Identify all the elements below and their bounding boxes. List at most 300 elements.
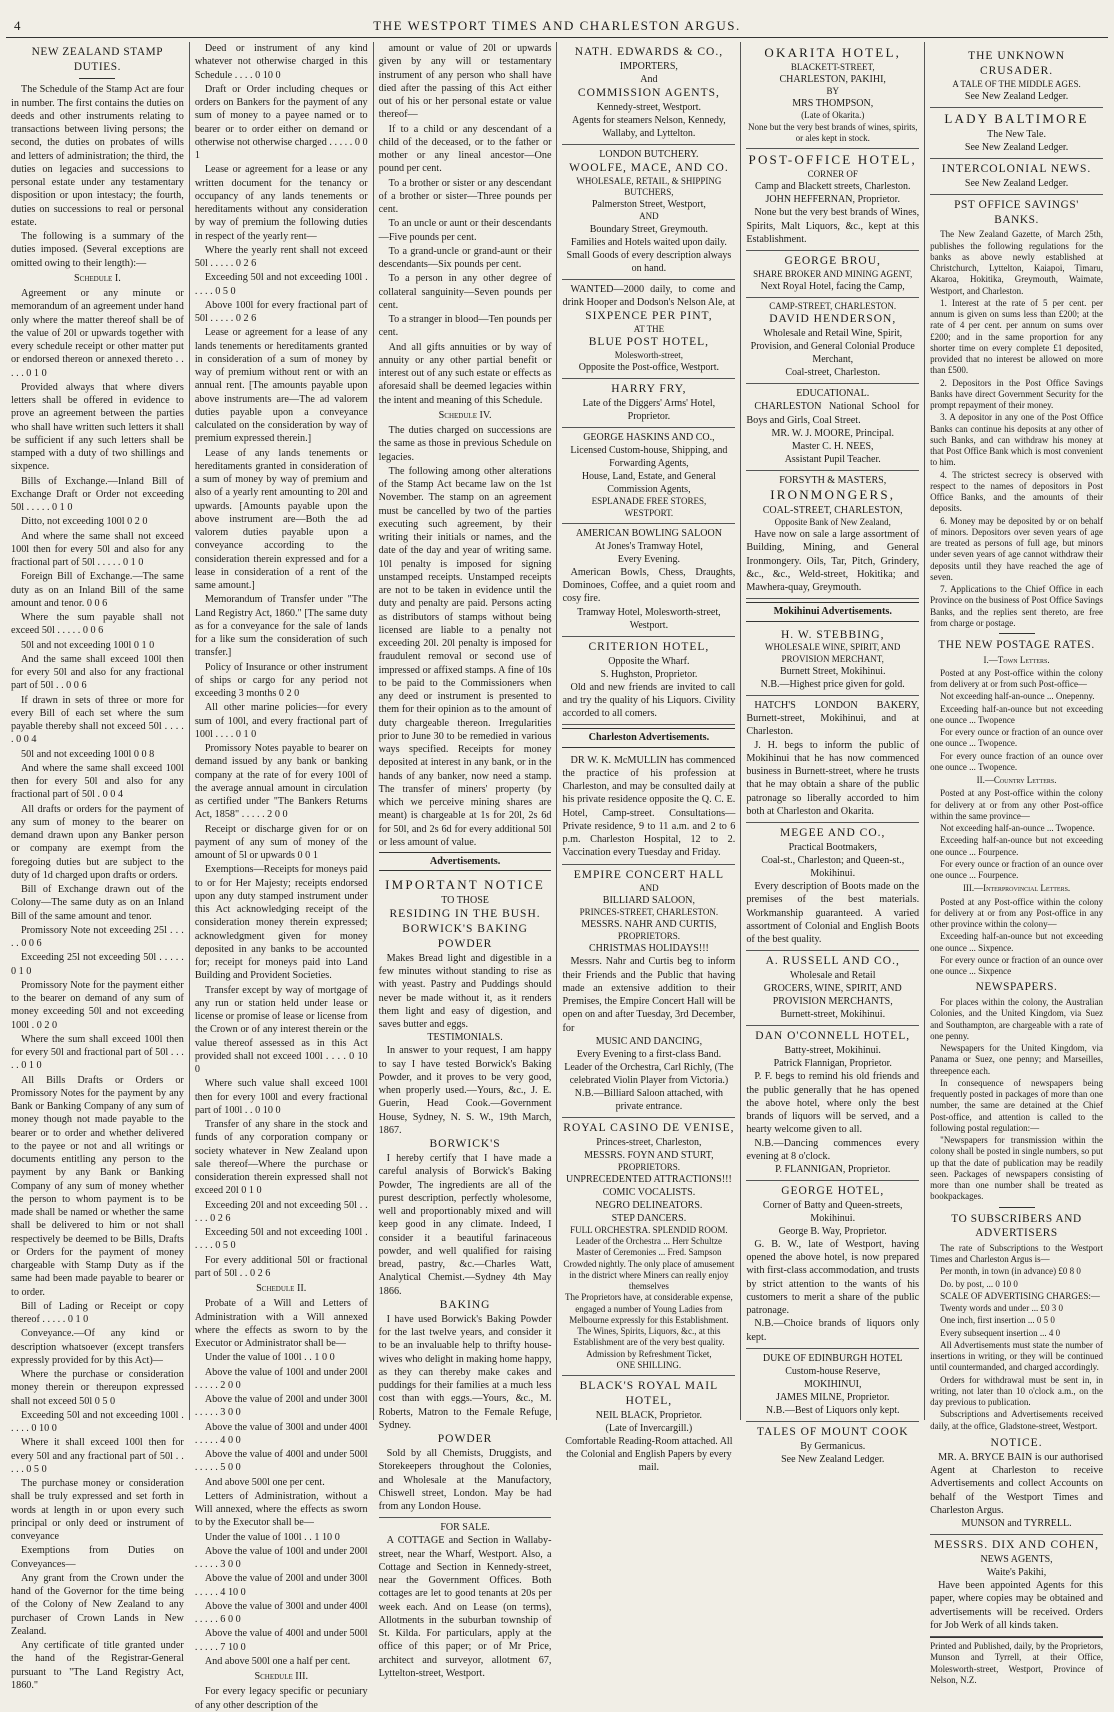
divider (79, 78, 115, 79)
ad-line: GROCERS, WINE, SPIRIT, AND PROVISION MERCHANTS, (763, 983, 902, 1008)
ad-line: BLACKETT-STREET, (790, 61, 875, 72)
ad-line: Opposite Bank of New Zealand, (774, 516, 891, 527)
paragraph: Probate of a Will and Letters of Administration with a Will annexed where the effects as sworn to by the Executor or Administrator shall be— (194, 1298, 368, 1349)
ad-line: None but the very best brands of wines, spirits, or ales kept in stock. (747, 121, 918, 143)
ad-line: AT THE (633, 324, 665, 334)
ad-line: Corner of Batty and Queen-streets, Mokihinui. (762, 1199, 903, 1224)
ad-line: N.B.—Best of Liquors only kept. (765, 1404, 900, 1416)
ad-title: TALES OF MOUNT COOK (756, 1425, 909, 1438)
mokihinui-heading: Mokihinui Advertisements. (746, 602, 919, 621)
paragraph: Letters of Administration, without a Will annexed, where the effects as sworn to by the Executor shall be— (194, 1490, 368, 1529)
paragraph: Where the purchase or consideration money therein or thereupon expressed shall not exceed 50l 0 5 0 (11, 1369, 184, 1407)
ad-address: Kennedy-street, Westport. (596, 101, 702, 113)
paragraph: Exemptions from Duties on Conveyances— (11, 1545, 184, 1570)
lady-baltimore-ad (930, 108, 1103, 159)
ad-line: STEP DANCERS. (611, 1212, 687, 1224)
ad-line: Leader of the Orchestra, Carl Richly, (The celebrated Violin Player from Victoria.) (564, 1061, 734, 1086)
ad-subheading: TESTIMONIALS. (427, 1032, 503, 1044)
paragraph: Transfer of any share in the stock and funds of any corporation company or society whatever in New Zealand upon sale thereof—Where the purchase or consideration therein expressed shall not exceed 20l 0 1 0 (194, 1119, 368, 1197)
ad-title: INTERCOLONIAL NEWS. (941, 163, 1092, 176)
ad-text: Wholesale and Retail Wine, Spirit, Provision, and General Colonial Produce Merchant, (750, 328, 915, 366)
paragraph: Exceeding 50l and not exceeding 100l . . . . . 0 5 0 (194, 272, 368, 297)
paragraph: 50l and not exceeding 100l 0 1 0 (21, 639, 155, 651)
ad-line: By Germanicus. (800, 1440, 866, 1452)
for-sale-ad (379, 1518, 552, 1684)
paragraph: 2. Depositors in the Post Office Savings Banks have direct Government Security for the prompt repayment of their money. (930, 377, 1103, 411)
ad-line: (Late of Invercargill.) (605, 1423, 693, 1435)
ad-title: EMPIRE CONCERT HALL (573, 868, 725, 881)
ad-line: See New Zealand Ledger. (781, 1453, 885, 1465)
paragraph: If drawn in sets of three or more for every Bill of each set where the sum payable thereby shall not exceed 50l . . . . . 0 0 4 (11, 694, 184, 746)
ad-title: THE UNKNOWN CRUSADER. (968, 50, 1066, 77)
paragraph: Exceeding half-an-ounce but not exceeding one ounce ... Twopence (930, 703, 1103, 725)
ad-line: Camp and Blackett streets, Charleston. (754, 181, 911, 193)
column-2 (190, 42, 374, 1711)
paragraph: For every additional 50l or fractional part of 50l . . 0 2 6 (194, 1254, 368, 1279)
imprint: Printed and Published, daily, by the Proprietors, Munson and Tyrrell, at their Office, Molesworth-street, Westport, Province of Nelson, N.Z. (930, 1637, 1103, 1686)
paragraph: Every subsequent insertion ... 4 0 (940, 1327, 1061, 1338)
paragraph: Not exceeding half-an-ounce ... Twopence. (940, 823, 1095, 834)
ad-address: Coal-street, Charleston. (785, 367, 881, 379)
fry-ad (562, 379, 735, 428)
ad-product: BORWICK'S BAKING POWDER (402, 923, 528, 951)
ad-signature: MUNSON and TYRRELL. (961, 1518, 1072, 1530)
savings-banks-heading: PST OFFICE SAVINGS' BANKS. (954, 198, 1079, 226)
intercolonial-news-ad (930, 159, 1103, 195)
ad-title: LADY BALTIMORE (944, 111, 1089, 127)
unknown-crusader-ad (930, 46, 1103, 108)
paragraph: For every ounce or fraction of an ounce over one ounce ... Sixpence (930, 954, 1103, 977)
paragraph: Exemptions—Receipts for moneys paid to or for Her Majesty; receipts endorsed upon any duty stamped instrument under this Act acknowledging receipt of the consideration money therein expressed; acknowledgment given for money deposited in any banks to be accounted for; receipt for moneys paid into Land Building and Provident Societies. (194, 864, 368, 982)
masthead-rule (6, 37, 1108, 38)
paragraph: Agreement or any minute or memorandum of an agreement under hand only where the matter thereof shall be of the value of 20l or upwards together with every schedule receipt or other matter put or endorsed thereon or annexed thereto . . . . . 0 1 0 (11, 288, 184, 379)
paragraph: One inch, first insertion ... 0 5 0 (940, 1315, 1055, 1326)
column-4 (557, 42, 741, 1474)
ad-line: Crowded nightly. The only place of amusement in the district where Miners can really enjoy themselves (563, 1258, 735, 1292)
ad-text: I hereby certify that I have made a careful analysis of Borwick's Baking Powder, The ingredients are all of the purest description, perfectly wholesome, well and proportionably mixed and will keep good in any climate. Indeed, I consider it a beautiful farinaceous powder, and well qualified for raising bread, pastry, &c.—Charles Watt, Analytical Chemist.—Sydney 4th May 1866. (378, 1153, 552, 1297)
paragraph: Exceeding 50l and not exceeding 100l . . . . . 0 10 0 (11, 1409, 184, 1435)
ad-line: Wholesale and Retail (789, 970, 876, 982)
paragraph: III.—Interprovincial Letters. (962, 883, 1071, 894)
newspapers-body (930, 997, 1103, 1203)
ad-line: MRS THOMPSON, (792, 98, 874, 110)
paragraph: 6. Money may be deposited by or on behalf of minors. Depositors over seven years of age are treated as persons of full age, but minors under seven years of age cannot withdraw their deposits until they have reached the age of seven. (930, 515, 1103, 582)
edinburgh-hotel-ad (746, 1349, 919, 1422)
ad-address: Palmerston Street, Westport, (591, 199, 706, 211)
paragraph: And all gifts annuities or by way of annuity or any other partial benefit or interest out of any such estate or effects as aforesaid shall be deemed legacies within the intent and meaning of this Schedule. (378, 341, 552, 406)
paragraph: Where the sum shall exceed 100l then for every 50l and fractional part of 50l . . . . . 0 1 0 (11, 1033, 184, 1072)
paragraph: Schedule IV. (438, 409, 492, 421)
ad-line: The Proprietors have, at considerable expense, engaged a number of Young Ladies from Melbourne expressly for this Establishment. (565, 1292, 733, 1325)
ad-text: Comfortable Reading-Room attached. All the Colonial and English Papers by every mail. (565, 1436, 733, 1474)
ad-line: MUSIC AND DANCING, (595, 1035, 703, 1047)
paragraph: Deed or instrument of any kind whatever not otherwise charged in this Schedule . . . . 0 10 0 (194, 43, 368, 81)
page-number: 4 (14, 18, 21, 33)
ad-text: Agents for steamers Nelson, Kennedy, Wallaby, and Lyttelton. (572, 114, 726, 139)
ad-line: Waite's Pakihi, (986, 1567, 1047, 1579)
post-office-hotel-ad (746, 149, 919, 251)
ad-line: S. Hughston, Proprietor. (600, 668, 698, 680)
ad-address: Opposite the Post-office, Westport. (578, 362, 719, 374)
paragraph: Orders for withdrawal must be sent in, in writing, not later than 10 o'clock a.m., on the day previous to publication. (930, 1374, 1103, 1408)
ad-line: N.B.—Billiard Saloon attached, with private entrance. (574, 1087, 724, 1112)
ad-line: CHARLESTON, PAKIHI, (779, 74, 886, 86)
russell-ad (746, 951, 919, 1026)
legacy-duties (379, 42, 552, 849)
ad-text: WANTED—2000 daily, to come and drink Hooper and Dodson's Nelson Ale, at (562, 283, 736, 308)
ad-text: Makes Bread light and digestible in a few minutes without standing to rise as with yeast. Pastry and Puddings should never be made without it, as it renders them light and easy of digestion, and saves butter and eggs. (378, 952, 552, 1031)
haskins-ad (562, 428, 735, 524)
advertisements-heading: Advertisements. (379, 852, 552, 871)
paragraph: In consequence of newspapers being frequently posted in packages of more than one number, the same are detained at the Chief Post-office, and attention is called to the following postal regulation:— (930, 1077, 1103, 1133)
ad-line: Next Royal Hotel, facing the Camp, (760, 281, 905, 293)
paragraph: Posted at any Post-office within the colony from delivery at or from such Post-office— (930, 667, 1103, 690)
mcmullin-ad (562, 751, 735, 865)
ad-line: COMIC VOCALISTS. (602, 1186, 696, 1198)
paragraph: 4. The strictest secrecy is observed with respect to the names of depositors in Post Office Banks, and the amounts of their deposits. (930, 469, 1103, 514)
paragraph: Under the value of 100l . . 1 10 0 (204, 1531, 340, 1543)
tales-mount-cook-ad (746, 1422, 919, 1470)
ad-line: Batty-street, Mokihinui. (784, 1045, 881, 1057)
ad-text: Every description of Boots made on the premises of the best materials. Workmanship guaranteed. A varied assortment of Colonial and English Boots of the best quality. (746, 881, 920, 946)
criterion-hotel-ad (562, 637, 735, 726)
paragraph: amount or value of 20l or upwards given by any will or testamentary instrument of any person who shall have died after the passing of this Act either out of his or her personal estate or value thereof— (378, 43, 552, 121)
edwards-ad (562, 42, 735, 145)
paragraph: Posted at any Post-office within the colony for delivery at or from any other Post-office within the same province— (930, 788, 1103, 821)
paragraph: Above the value of 100l and under 200l . . . . . 2 0 0 (194, 1366, 368, 1391)
paragraph: Per month, in town (in advance) £0 8 0 (940, 1266, 1081, 1277)
paragraph: Bill of Lading or Receipt or copy thereof . . . . . 0 1 0 (11, 1300, 184, 1326)
ad-title: IMPORTANT NOTICE (385, 877, 546, 893)
column-6 (925, 42, 1108, 1685)
ad-title: GEORGE HOTEL, (781, 1185, 885, 1198)
paragraph: "Newspapers for transmission within the colony shall be posted in single numbers, so put up that the date of publication may be readily seen. Packages of newspapers consisting of more than one number shall be treated as bookpackages. (930, 1135, 1103, 1202)
paragraph: Above 100l for every fractional part of 50l . . . . . 0 2 6 (194, 299, 368, 324)
borwick-ad (379, 874, 552, 1518)
ad-line: MESSRS. NAHR AND CURTIS, (581, 919, 717, 930)
paragraph: II.—Country Letters. (976, 775, 1057, 786)
ad-title: NATH. EDWARDS & CO., (574, 46, 724, 58)
subscribers-body (930, 1243, 1103, 1432)
ad-line: Every Evening. (617, 553, 680, 565)
ad-line: MOKIHINUI, (803, 1378, 862, 1390)
paragraph: Above the value of 200l and under 300l . . . . . 3 0 0 (194, 1394, 368, 1419)
ad-line: IMPORTERS, (619, 60, 678, 72)
ad-line: MESSRS. FOYN AND STURT, (584, 1149, 714, 1161)
ad-line: Assistant Pupil Teacher. (784, 453, 881, 465)
blacks-hotel-ad (562, 1376, 735, 1478)
ad-line: At Jones's Tramway Hotel, (594, 540, 703, 552)
paragraph: Not exceeding half-an-ounce ... Onepenny. (940, 691, 1095, 702)
ad-line: Late of the Diggers' Arms' Hotel, (582, 398, 716, 410)
ad-line: Master of Ceremonies ... Fred. Sampson (576, 1247, 722, 1258)
paragraph: Provided always that where divers letters shall be offered in evidence to prove an agreement between the parties who shall have written such letters it shall be sufficient if any such letters shall be stamped with a duty of two shillings and sixpence. (11, 381, 184, 473)
ad-text: Small Goods of every description always on hand. (566, 249, 732, 274)
subscribers-heading: TO SUBSCRIBERS AND ADVERTISERS (951, 1212, 1082, 1240)
ad-line: House, Land, Estate, and General Commission Agents, (581, 471, 716, 496)
paragraph: And above 500l one per cent. (204, 1476, 325, 1488)
ad-line: MR. W. J. MOORE, Principal. (771, 427, 894, 439)
ad-title: DAVID HENDERSON, (769, 313, 897, 326)
paragraph: Twenty words and under ... £0 3 0 (940, 1303, 1063, 1314)
ad-title: DUKE OF EDINBURGH HOTEL (762, 1352, 903, 1364)
paragraph: Conveyance.—Of any kind or description whatsoever (except transfers expressly provided for by this Act)— (11, 1328, 184, 1366)
paragraph: To a brother or sister or any descendant of a brother or sister—Three pounds per cent. (378, 177, 552, 215)
ad-text: MR. A. BRYCE BAIN is our authorised Agent at Charleston to receive Advertisements and collect Accounts on behalf of the Westport Times and Charleston Argus. (930, 1451, 1103, 1516)
royal-casino-ad (562, 1118, 735, 1376)
ad-title: NOTICE. (990, 1436, 1043, 1449)
ad-line: WESTPORT. (624, 507, 674, 518)
ad-brand: BORWICK'S (429, 1138, 501, 1151)
ad-title: HATCH'S LONDON BAKERY, Burnett-street, Mokihinui, and at Charleston. (746, 699, 920, 738)
ad-line: BLUE POST HOTEL, (588, 336, 710, 349)
paragraph: Where it shall exceed 100l then for every 50l and any fractional part of 50l . . . . . 0 5 0 (11, 1437, 184, 1475)
divider (999, 633, 1035, 634)
ad-title: HARRY FRY, (611, 383, 687, 396)
paragraph: The following is a summary of the duties imposed. (Several exceptions are omitted owing to their length):— (11, 231, 184, 269)
paragraph: Schedule III. (254, 1671, 309, 1682)
ad-text: CHARLESTON National School for Boys and Girls, Coal Street. (746, 401, 920, 426)
paragraph: Foreign Bill of Exchange.—The same duty as on an Inland Bill of the same amount and tenor. 0 0 6 (11, 571, 184, 609)
paragraph: Schedule I. (74, 272, 121, 284)
paragraph: I.—Town Letters. (983, 654, 1050, 665)
paragraph: To a stranger in blood—Ten pounds per cent. (378, 314, 552, 339)
postage-body (930, 655, 1103, 978)
ad-title: MESSRS. DIX AND COHEN, (934, 1539, 1099, 1552)
ad-line: PROPRIETORS. (617, 931, 680, 941)
paragraph: Schedule II. (256, 1283, 307, 1294)
ad-line: NEGRO DELINEATORS. (595, 1199, 703, 1211)
ad-line: Master C. H. NEES, (791, 440, 874, 452)
ad-line: Licensed Custom-house, Shipping, and Forwarding Agents, (570, 445, 728, 470)
paragraph: Memorandum of Transfer under "The Land Registry Act, 1860." [The same duty as for a conveyance for the sale of lands for a like sum the consideration of such transfer.] (194, 594, 368, 659)
ad-line: AND (639, 211, 659, 222)
stamp-duties-continued (195, 42, 368, 1712)
ad-text: Have been appointed Agents for this paper, where copies may be obtained and advertisements will be received. Orders for Job Werk of all kinds taken. (930, 1580, 1103, 1631)
notice-ad (930, 1433, 1103, 1535)
educational-ad (746, 384, 919, 471)
paragraph: Promissory Note not exceeding 25l . . . . . 0 0 6 (11, 924, 184, 950)
paragraph: Exceeding 20l and not exceeding 50l . . . . . 0 2 6 (194, 1199, 368, 1224)
ad-line: George B. Way, Proprietor. (778, 1225, 887, 1237)
paragraph: SCALE OF ADVERTISING CHARGES:— (940, 1290, 1100, 1301)
charleston-heading: Charleston Advertisements. (562, 728, 735, 747)
ad-title: POST-OFFICE HOTEL, (748, 152, 917, 168)
ad-line: CORNER OF (807, 169, 858, 180)
paragraph: 3. A depositor in any one of the Post Office Banks can continue his deposits at any other of such Banks, and can withdraw his money at that Post Office Bank which is most convenient to him. (930, 412, 1103, 468)
paragraph: Promissory Note for the payment either to the bearer on demand of any sum of money exceeding 50l and not exceeding 100l . 0 2 0 (11, 979, 184, 1031)
ad-line: A TALE OF THE MIDDLE AGES. (952, 78, 1081, 89)
paragraph: Above the value of 300l and under 400l . . . . . 6 0 0 (194, 1600, 368, 1625)
ad-line: Practical Bootmakers, (788, 842, 877, 854)
ad-brand: POWDER (437, 1433, 493, 1446)
ad-text: In answer to your request, I am happy to say I have tested Borwick's Baking Powder, and it proves to be very good, when properly used.—Yours, &c., J. E. Guerin, Head Cook.—Government House, Sydney, N. S. W., 19th March, 1867. (378, 1045, 552, 1136)
george-brou-ad (746, 251, 919, 298)
ad-text: American Bowls, Chess, Draughts, Dominoes, Coffee, and a quiet room and cosy fire. (562, 566, 736, 605)
ad-text: G. B. W., late of Westport, having opened the above hotel, is now prepared with first-class accommodation, and trusts by strict attention to the wants of his customers to merit a share of the public patronage. (746, 1238, 920, 1317)
ad-title: FOR SALE. (440, 1522, 490, 1534)
ad-line: The New Tale. (987, 129, 1046, 141)
stebbing-ad (746, 625, 919, 696)
paragraph: The rate of Subscriptions to the Westport Times and Charleston Argus is— (930, 1242, 1103, 1265)
paragraph: Subscriptions and Advertisements received daily, at the office, Gladstone-street, Westport. (930, 1409, 1103, 1431)
dix-cohen-ad (930, 1535, 1103, 1637)
ad-line: JAMES MILNE, Proprietor. (776, 1391, 890, 1403)
ad-text: Messrs. Nahr and Curtis beg to inform their Friends and the Public that having made an extensive addition to their Premises, the Empire Concert Hall will be open on and after Tuesday, 3rd December, for (562, 956, 736, 1034)
ad-title: AMERICAN BOWLING SALOON (575, 527, 722, 539)
paragraph: For every ounce or fraction of an ounce over one ounce ... Twopence. (930, 727, 1103, 749)
ad-line: (Late of Okarita.) (801, 110, 865, 121)
paragraph: Promissory Notes payable to bearer on demand issued by any bank or banking company at the rate of for every 100l of the average annual amount in circulation as certified under "The Bankers Returns Act, 1858" . . . . . 2 0 0 (194, 743, 368, 821)
ad-title: OKARITA HOTEL, (764, 45, 902, 60)
ad-line: WHOLESALE, RETAIL, & SHIPPING BUTCHERS, (576, 175, 722, 198)
ad-text: DR W. K. McMULLIN has commenced the practice of his profession at Charleston, and may be consulted daily at his private residence opposite the Q. C. E. Hotel, Camp-street. Consultations—Private residence, 9 to 11 a.m. and 2 to 6 p.m. Charleston Hospital, 12 to 2. Vaccination every Tuesday and Friday. (562, 754, 736, 859)
ad-line: PRINCES-STREET, CHARLESTON. (579, 906, 719, 917)
forsyth-masters-ad (746, 471, 919, 599)
paragraph: All drafts or orders for the payment of any sum of money to the bearer on demand drawn upon any Banker person or company are exempt from the foregoing duties but are subject to the duty of 1d charged upon drafts or orders. (11, 803, 184, 881)
paragraph: Lease of any lands tenements or hereditaments granted in consideration of a sum of money by way of premium and also of a yearly rent amounting to 20l and upwards. [Amounts payable upon the above instrument are—Both the ad valorem duties payable upon a conveyance according to the consideration therein expressed and for a lease in consideration of a rent of the same amount.] (194, 447, 368, 591)
paragraph: All Bills Drafts or Orders or Promissory Notes for the payment by any Bank or Banking Company of any sum of money though not made payable to the bearer or to order and whether delivered to the payee or not and all writings or documents entitling any person to the payment by any Bank or Banking Company of any sum of money whether the person to whom payment is to be made shall be named or whether the same shall be delivered to him or not shall respectively be deemed to be Bills, Drafts or Orders for the payment of money chargeable with Stamp Duty as if the same had been made payable to bearer or to order. (11, 1074, 184, 1298)
hatch-bakery-ad (746, 696, 919, 823)
ad-title: DAN O'CONNELL HOTEL, (755, 1030, 911, 1043)
ad-line: SHARE BROKER AND MINING AGENT, (753, 268, 913, 279)
ad-line: BILLIARD SALOON, (602, 894, 695, 906)
paragraph: Ditto, not exceeding 100l 0 2 0 (21, 516, 148, 528)
ad-title: ROYAL CASINO DE VENISE, (563, 1121, 735, 1134)
paragraph: Any certificate of title granted under the hand of the Registrar-General pursuant to "The Land Registry Act, 1860." (11, 1640, 184, 1691)
savings-banks-body (930, 229, 1103, 629)
paragraph: All Advertisements must state the number of insertions in writing, or they will be continued until countermanded, and charged accordingly. (930, 1339, 1103, 1373)
paragraph: 1. Interest at the rate of 5 per cent. per annum is given on sums less than £200; at the rate of 4 per cent. per annum on sums over £200; and in the same proportion for any shorter time on every complete £1 deposited, provided that no interest be allowed on more than £500. (930, 297, 1103, 376)
paragraph: Bill of Exchange drawn out of the Colony—The same duty as on an Inland Bill of the same amount and tenor. (11, 884, 184, 922)
paragraph: All other marine policies—for every sum of 100l, and every fractional part of 100l . . . . 0 1 0 (194, 702, 368, 740)
paragraph: Where such value shall exceed 100l then for every 100l and every fractional part of 100l . . 0 10 0 (194, 1078, 368, 1116)
paragraph: Above the value of 400l and under 500l . . . . . 5 0 0 (194, 1449, 368, 1474)
ad-line: N.B.—Highest price given for gold. (760, 678, 905, 690)
ad-line: PROPRIETORS. (617, 1161, 680, 1172)
ad-title: EDUCATIONAL. (796, 388, 870, 400)
paragraph: For every legacy specific or pecuniary of any other description of the (194, 1686, 368, 1711)
ad-text: A COTTAGE and Section in Wallaby-street, near the Wharf, Westport. Also, a Cottage and Section in Kennedy-street, near the Government Offices. Both cottages are let to good tenants at 20s per week each. And on Lease (on terms), Allotments in the suburban township of St. Kilda. For particulars, apply at the office of this paper; or of Mr Price, architect and surveyor, allotment 67, Lyttelton-street, Westport. (378, 1535, 552, 1679)
ad-line: See New Zealand Ledger. (964, 91, 1069, 103)
ad-line: Every Evening to a first-class Band. (576, 1048, 722, 1060)
ad-line: COAL-STREET, CHARLESTON, (762, 504, 903, 516)
ad-line: See New Zealand Ledger. (964, 142, 1069, 154)
bowling-saloon-ad (562, 524, 735, 637)
paragraph: Where the yearly rent shall not exceed 50l . . . . . 0 2 6 (194, 244, 368, 269)
paragraph: Above the value of 400l and under 500l . . . . . 7 10 0 (194, 1628, 368, 1653)
paragraph: Receipt or discharge given for or on payment of any sum of money of the amount of 5l or upwards 0 0 1 (194, 823, 368, 861)
ad-text: Sold by all Chemists, Druggists, and Storekeepers throughout the Colonies, and Wholesale at the Manufactory, Chiswell street, London. May be had from any London House. (378, 1448, 552, 1513)
ad-text: None but the very best brands of Wines, Spirits, Malt Liquors, &c., kept at this Establishment. (746, 207, 920, 245)
paragraph: Under the value of 100l . . 1 0 0 (204, 1352, 335, 1364)
ad-line: RESIDING IN THE BUSH. (389, 908, 541, 921)
ad-line: And (640, 73, 658, 85)
george-hotel-ad (746, 1181, 919, 1349)
paragraph: The duties charged on successions are the same as those in previous Schedule on legacies. (378, 425, 552, 463)
paragraph: Exceeding half-an-ounce but not exceeding one ounce ... Sixpence. (930, 931, 1103, 953)
ad-text: Families and Hotels waited upon daily. (570, 236, 727, 248)
ad-text: N.B.—Choice brands of liquors only kept. (746, 1318, 920, 1343)
ad-title: LONDON BUTCHERY. (599, 148, 699, 160)
paragraph: To a person in any other degree of collateral sanguinity—Seven pounds per cent. (378, 273, 552, 311)
paragraph: Posted at any Post-office within the colony for delivery at or from any Post-office in any other province within the colony— (930, 896, 1103, 930)
paragraph: And where the same shall exceed 100l then for every 50l and also for any fractional part of 50l . 0 0 4 (11, 762, 184, 801)
ad-text: Have now on sale a large assortment of Building, Mining, and General Ironmongery. Oils, Tar, Pitch, Grindery, &c., &c., Weld-street, Hokitika; and Mawhera-quay, Greymouth. (746, 529, 920, 594)
ad-line: NEWS AGENTS, (980, 1554, 1053, 1566)
ad-line: JOHN HEFFERNAN, Proprietor. (765, 194, 900, 206)
paragraph: 7. Applications to the Chief Office in each Province on the business of Post Office Savings Banks, and the replies sent thereto, are free from charge or postage. (930, 584, 1103, 628)
ad-text: J. H. begs to inform the public of Mokihinui that he has now commenced business in Burnett-street, where he trusts that he may obtain a share of the public patronage so liberally accorded to him both at Charleston and Okarita. (746, 739, 920, 817)
ad-line: BY (826, 86, 839, 97)
ad-line: FULL ORCHESTRA. SPLENDID ROOM. (570, 1224, 728, 1235)
ad-line: See New Zealand Ledger. (964, 177, 1069, 189)
ad-title: GEORGE BROU, (784, 255, 881, 268)
ad-brand: BAKING (439, 1298, 491, 1311)
ad-address: Tramway Hotel, Molesworth-street, Westport. (577, 606, 721, 631)
paragraph: To a grand-uncle or grand-aunt or their descendants—Six pounds per cent. (378, 245, 552, 270)
ad-line: CHRISTMAS HOLIDAYS!!! (588, 943, 709, 955)
ad-title: H. W. STEBBING, (780, 628, 885, 641)
paragraph: Bills of Exchange.—Inland Bill of Exchange Draft or Order not exceeding 50l . . . . . 0 1 0 (11, 475, 184, 514)
paragraph: And where the same shall not exceed 100l then for every 50l and also for any fractional part of 50l . . . . . 0 1 0 (11, 530, 184, 569)
ad-line: WHOLESALE WINE, SPIRIT, AND PROVISION MERCHANT, (765, 642, 901, 664)
ad-title: GEORGE HASKINS AND CO., (583, 432, 715, 444)
wanted-ad (562, 280, 735, 380)
ad-line: COMMISSION AGENTS, (577, 86, 720, 99)
paragraph: And the same shall exceed 100l then for every 50l and also for any fractional part of 50l . . 0 0 6 (11, 653, 184, 692)
paragraph: Lease or agreement for a lease of any lands tenements or hereditaments granted in consideration of a sum of money by way of premium without rent or with an annual rent. [The amounts payable upon above instruments are—The ad valorem duties payable upon a conveyance calculated on the consideration by way of premium expressed therein.] (194, 327, 368, 445)
ad-line: Princes-street, Charleston, (596, 1136, 702, 1148)
ad-text: N.B.—Dancing commences every evening at 8 o'clock. (746, 1137, 920, 1162)
paragraph: Above the value of 300l and under 400l . . . . . 4 0 0 (194, 1421, 368, 1446)
okarita-hotel-ad (746, 42, 919, 149)
ad-text: P. F. begs to remind his old friends and the public generally that he has opened the above hotel, where only the best brands of liquors will be served, and a hearty welcome given to all. (746, 1071, 920, 1136)
column-1 (6, 42, 190, 1691)
ad-address: Boundary Street, Greymouth. (589, 223, 709, 235)
newspapers-heading: NEWSPAPERS. (975, 981, 1058, 994)
ad-line: ESPLANADE FREE STORES, (591, 496, 707, 507)
ad-line: ONE SHILLING. (616, 1359, 682, 1370)
ad-title: BLACK'S ROYAL MAIL HOTEL, (579, 1380, 719, 1408)
paragraph: Exceeding 25l not exceeding 50l . . . . . 0 1 0 (11, 952, 184, 977)
paragraph: Exceeding half-an-ounce but not exceeding one ounce ... Fourpence. (930, 835, 1103, 857)
ad-line: UNPRECEDENTED ATTRACTIONS!!! (565, 1173, 732, 1185)
divider (999, 1207, 1035, 1208)
ad-line: The Wines, Spirits, Liquors, &c., at this Establishment are of the very best quality. (573, 1326, 725, 1348)
column-5 (741, 42, 925, 1465)
ad-line: Leader of the Orchestra ... Herr Schultze (575, 1236, 722, 1247)
ad-line: Coal-st., Charleston; and Queen-st., Mokihinui. (761, 855, 905, 880)
paragraph: For places within the colony, the Australian Colonies, and the United Kingdom, via Suez and Southampton, are chargeable with a rate of one penny. (930, 997, 1103, 1041)
paragraph: Where the sum payable shall not exceed 50l . . . . . 0 0 6 (11, 612, 184, 637)
ad-line: P. FLANNIGAN, Proprietor. (775, 1164, 891, 1176)
ad-line: AND (639, 882, 659, 893)
empire-concert-hall-ad (562, 865, 735, 1118)
columns (6, 42, 1108, 1711)
paragraph: And above 500l one a half per cent. (204, 1655, 351, 1667)
paragraph: Newspapers for the United Kingdom, via Panama or Suez, one penny; and Marseilles, threepence each. (930, 1043, 1103, 1076)
ad-address: Burnett Street, Mokihinui. (779, 665, 886, 677)
stamp-duties-heading: NEW ZEALAND STAMP DUTIES. (31, 46, 164, 73)
ad-title: IRONMONGERS, (770, 486, 896, 502)
paragraph: Above the value of 100l and under 200l . . . . . 3 0 0 (194, 1545, 368, 1570)
ad-line: Molesworth-street, (614, 350, 684, 361)
masthead: THE WESTPORT TIMES AND CHARLESTON ARGUS. (373, 18, 741, 33)
ad-title: CRITERION HOTEL, (588, 640, 710, 653)
paragraph: Transfer except by way of mortgage of any run or station held under lease or license or promise of lease or license from the Crown or of any interest therein or the value thereof assessed as in this Act provided shall not exceed 100l . . . . 0 10 0 (194, 984, 368, 1075)
ad-title: MEGEE AND CO., (780, 827, 886, 840)
